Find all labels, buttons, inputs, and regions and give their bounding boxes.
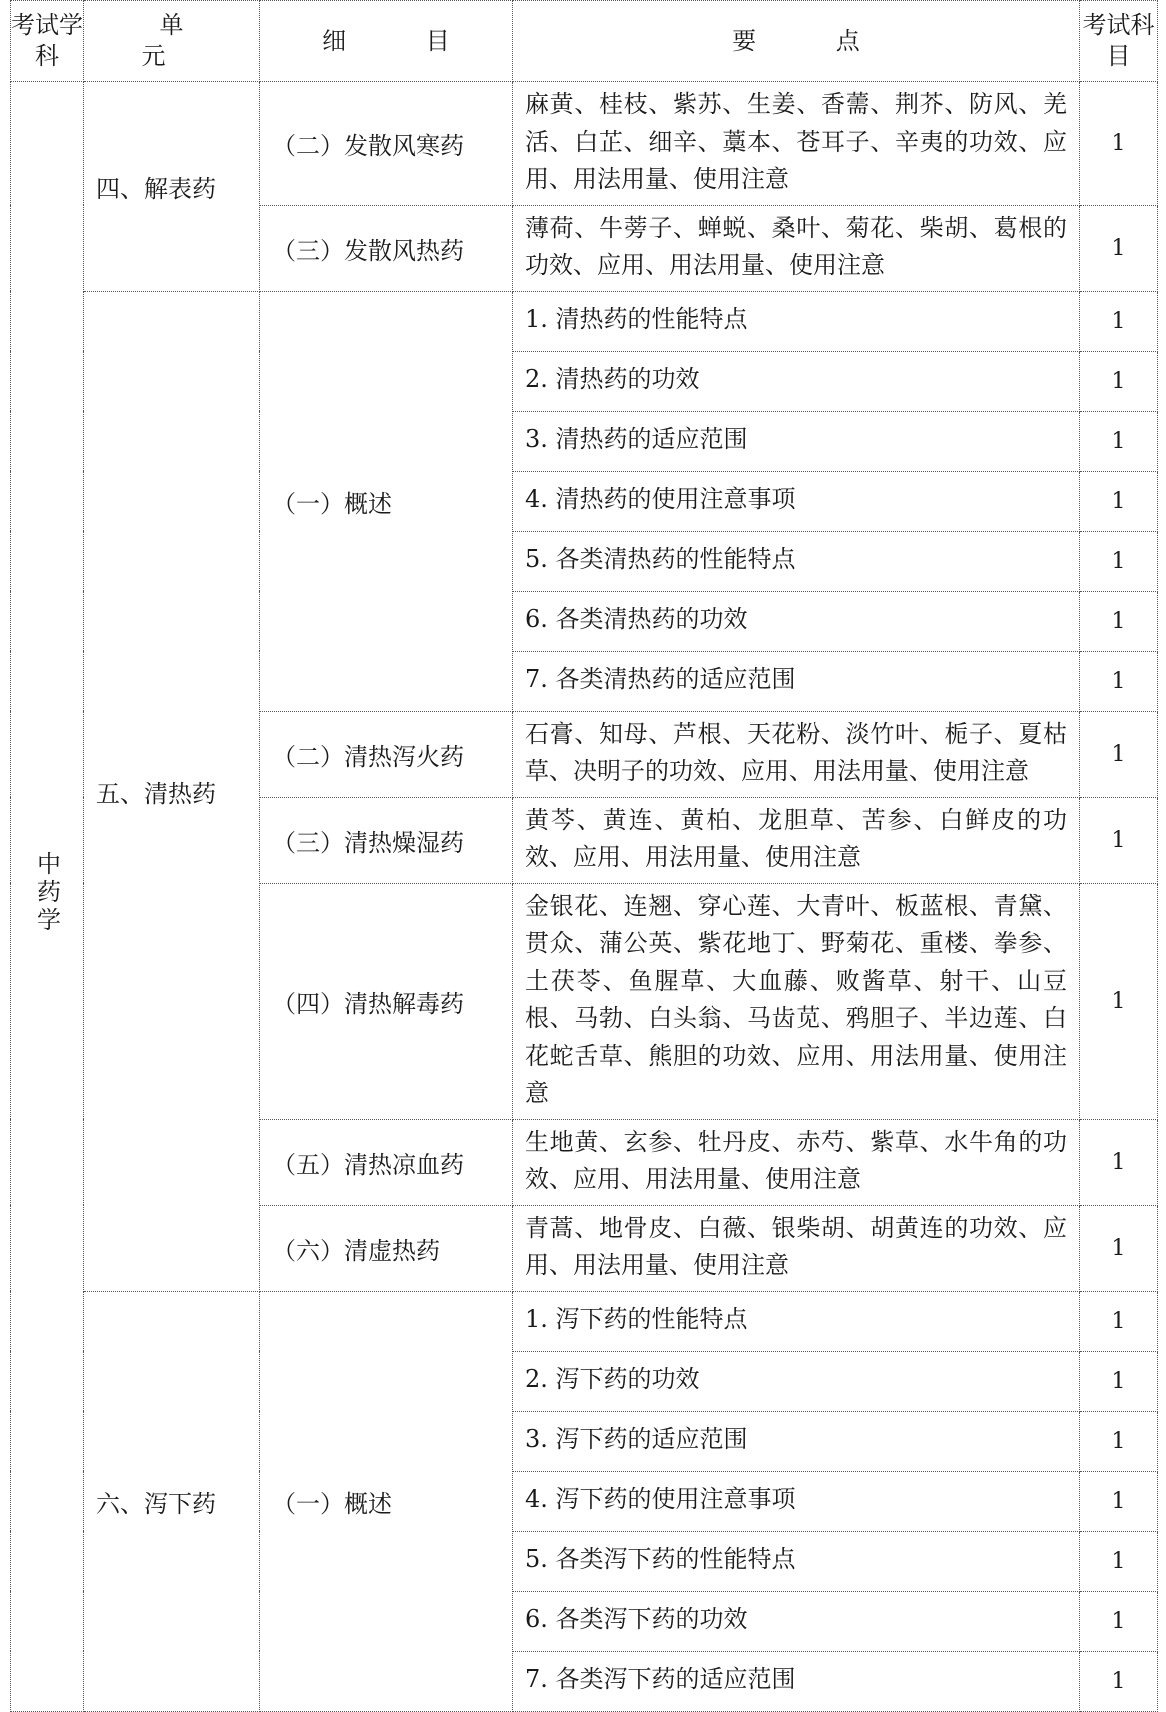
point-cell: 金银花、连翘、穿心莲、大青叶、板蓝根、青黛、贯众、蒲公英、紫花地丁、野菊花、重楼、拳参、土茯苓、鱼腥草、大血藤、败酱草、射干、山豆根、马勃、白头翁、马齿苋、鸦胆子、半边莲、白花蛇舌草、熊胆的功效、应用、用法用量、使用注意: [513, 883, 1080, 1119]
point-cell: 薄荷、牛蒡子、蝉蜕、桑叶、菊花、柴胡、葛根的功效、应用、用法用量、使用注意: [513, 205, 1080, 291]
level-cell: 1: [1080, 1205, 1158, 1291]
detail-cell: （六）清虚热药: [260, 1205, 513, 1291]
point-cell: 生地黄、玄参、牡丹皮、赤芍、紫草、水牛角的功效、应用、用法用量、使用注意: [513, 1119, 1080, 1205]
table-row: [11, 82, 1158, 206]
detail-cell: （一）概述: [260, 291, 513, 711]
subject-cell: [11, 82, 84, 1712]
point-cell: 4. 清热药的使用注意事项: [513, 471, 1080, 531]
point-cell: 1. 清热药的性能特点: [513, 291, 1080, 351]
level-cell: 1: [1080, 1651, 1158, 1711]
level-cell: 1: [1080, 411, 1158, 471]
point-cell: 4. 泻下药的使用注意事项: [513, 1471, 1080, 1531]
level-cell: 1: [1080, 797, 1158, 883]
header-points: 要 点: [513, 1, 1080, 82]
header-level: 考试科目: [1080, 1, 1158, 82]
level-cell: 1: [1080, 291, 1158, 351]
unit-cell: 四、解表药: [84, 82, 260, 292]
subject-label: 中药学: [32, 851, 61, 936]
header-subject: 考试学科: [11, 1, 84, 82]
exam-outline-table: [10, 0, 1158, 1712]
level-cell: 1: [1080, 1119, 1158, 1205]
point-cell: 1. 泻下药的性能特点: [513, 1291, 1080, 1351]
detail-cell: （二）发散风寒药: [260, 82, 513, 206]
level-cell: 1: [1080, 711, 1158, 797]
header-unit: 单 元: [84, 1, 260, 82]
level-cell: 1: [1080, 1291, 1158, 1351]
point-cell: 6. 各类泻下药的功效: [513, 1591, 1080, 1651]
unit-cell: 五、清热药: [84, 291, 260, 1291]
point-cell: 6. 各类清热药的功效: [513, 591, 1080, 651]
header-detail: 细 目: [260, 1, 513, 82]
level-cell: 1: [1080, 351, 1158, 411]
point-cell: 7. 各类清热药的适应范围: [513, 651, 1080, 711]
level-cell: 1: [1080, 591, 1158, 651]
point-cell: 石膏、知母、芦根、天花粉、淡竹叶、栀子、夏枯草、决明子的功效、应用、用法用量、使用注意: [513, 711, 1080, 797]
level-cell: 1: [1080, 1471, 1158, 1531]
point-cell: 2. 泻下药的功效: [513, 1351, 1080, 1411]
table-row: [11, 291, 1158, 351]
level-cell: 1: [1080, 651, 1158, 711]
level-cell: 1: [1080, 1351, 1158, 1411]
level-cell: 1: [1080, 883, 1158, 1119]
level-cell: 1: [1080, 531, 1158, 591]
level-cell: 1: [1080, 205, 1158, 291]
level-cell: 1: [1080, 1411, 1158, 1471]
point-cell: 7. 各类泻下药的适应范围: [513, 1651, 1080, 1711]
detail-cell: （五）清热凉血药: [260, 1119, 513, 1205]
level-cell: 1: [1080, 82, 1158, 206]
detail-cell: （三）发散风热药: [260, 205, 513, 291]
point-cell: 2. 清热药的功效: [513, 351, 1080, 411]
level-cell: 1: [1080, 1531, 1158, 1591]
level-cell: 1: [1080, 471, 1158, 531]
header-row: [11, 1, 1158, 82]
outline-body: [11, 82, 1158, 1712]
point-cell: 麻黄、桂枝、紫苏、生姜、香薷、荆芥、防风、羌活、白芷、细辛、藁本、苍耳子、辛夷的功效、应用、用法用量、使用注意: [513, 82, 1080, 206]
level-cell: 1: [1080, 1591, 1158, 1651]
detail-cell: （四）清热解毒药: [260, 883, 513, 1119]
point-cell: 3. 泻下药的适应范围: [513, 1411, 1080, 1471]
detail-cell: （二）清热泻火药: [260, 711, 513, 797]
point-cell: 5. 各类泻下药的性能特点: [513, 1531, 1080, 1591]
point-cell: 5. 各类清热药的性能特点: [513, 531, 1080, 591]
table-row: [11, 1291, 1158, 1351]
point-cell: 3. 清热药的适应范围: [513, 411, 1080, 471]
unit-cell: 六、泻下药: [84, 1291, 260, 1711]
point-cell: 青蒿、地骨皮、白薇、银柴胡、胡黄连的功效、应用、用法用量、使用注意: [513, 1205, 1080, 1291]
detail-cell: （三）清热燥湿药: [260, 797, 513, 883]
detail-cell: （一）概述: [260, 1291, 513, 1711]
point-cell: 黄芩、黄连、黄柏、龙胆草、苦参、白鲜皮的功效、应用、用法用量、使用注意: [513, 797, 1080, 883]
